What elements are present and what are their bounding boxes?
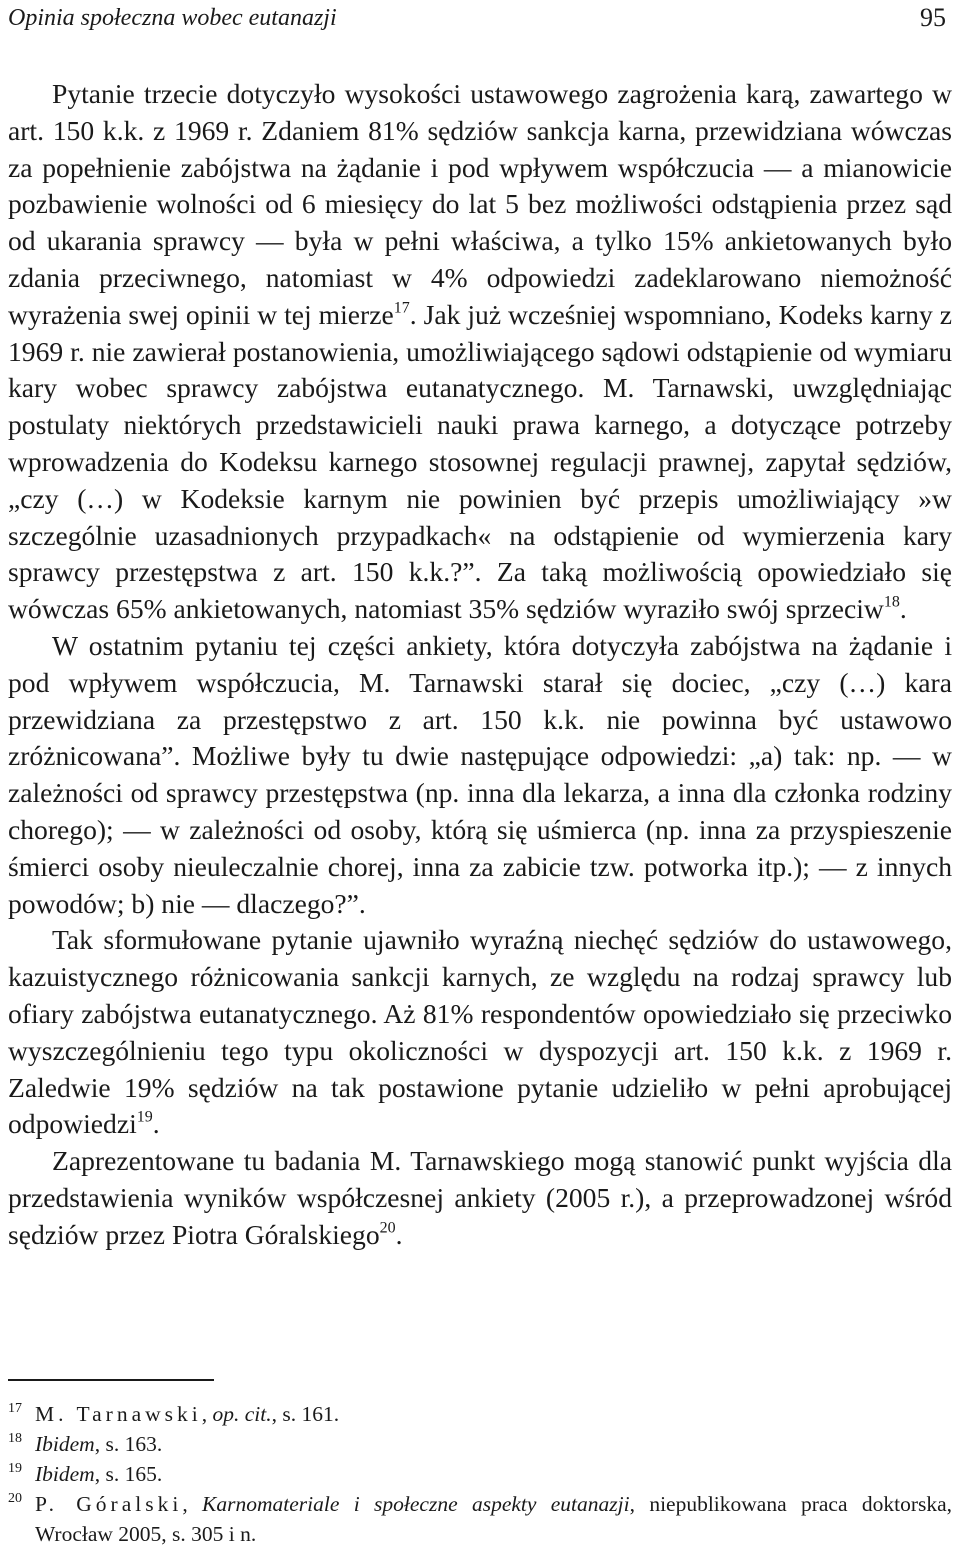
footnote-page: , niepublikowana praca doktorska, Wrocław 2005, s. 305 i n. [35,1492,953,1546]
footnote-source: Ibidem [35,1462,95,1486]
paragraph-4-end: . [395,1218,403,1250]
paragraph-2 [8,628,952,922]
footnote-20 [8,1489,952,1549]
footnotes [8,1399,952,1549]
footnote-18 [8,1429,952,1459]
main-text [8,76,952,1254]
paragraph-1-text: Pytanie trzecie dotyczyło wysokości ustawowego zagrożenia karą, zawartego w art. 150 k.k. z 1969 r. Zdaniem 81% sędziów sankcja karna, przewidziana wówczas za popełnienie zabójstwa na żądanie i pod wpływem współczucia — a mianowicie pozbawienie wolności od 6 miesięcy do lat 5 bez możliwości odstąpienia przez sąd od ukarania sprawcy — była w pełni właściwa, a tylko 15% ankietowanych było zdania przeciwnego, natomiast w 4% odpowiedzi zadeklarowano niemożność wyrażenia swej opinii w tej mierze [8,78,952,330]
footnote-author: M. Tarnawski [35,1402,202,1426]
paragraph-1 [8,76,952,628]
footnote-separator-text: , [201,1402,213,1426]
paragraph-1-end: . [899,593,907,625]
footnote-19 [8,1459,952,1489]
footnote-source: op. cit. [212,1402,272,1426]
footnote-ref-17: 17 [393,299,410,317]
paragraph-4-text: Zaprezentowane tu badania M. Tarnawskiego mogą stanowić punkt wyjścia dla przedstawienia wyników współczesnej ankiety (2005 r.), a przeprowadzonej wśród sędziów przez Piotra Góralskiego [8,1145,952,1250]
paragraph-4 [8,1143,952,1253]
footnote-page: , s. 165. [94,1462,163,1486]
footnote-source: Karnomateriale i społeczne aspekty eutanazji [202,1492,630,1516]
page-header [8,2,952,34]
paragraph-1-continuation: . Jak już wcześniej wspomniano, Kodeks karny z 1969 r. nie zawierał postanowienia, umożliwiającego sądowi odstąpienie od wymiaru kary wobec sprawcy zabójstwa eutanatycznego. M. Tarnawski, uwzględniając postulaty niektórych przedstawicieli nauki prawa karnego, a dotyczące potrzeby wprowadzenia do Kodeksu karnego stosownej regulacji prawnej, zapytał sędziów, „czy (…) w Kodeksie karnym nie powinien być przepis umożliwiający »w szczególnie uzasadnionych przypadkach« na odstąpienie od wymierzenia kary sprawcy przestępstwa z art. 150 k.k.?”. Za taką możliwością opowiedziało się wówczas 65% ankietowanych, natomiast 35% sędziów wyraziło swój sprzeciw [8,298,952,625]
footnote-separator [8,1379,214,1381]
footnote-ref-18: 18 [883,593,900,611]
running-title: Opinia społeczna wobec eutanazji [8,5,337,31]
footnote-page: , s. 161. [271,1402,340,1426]
footnote-ref-20: 20 [379,1219,396,1237]
footnote-17 [8,1399,952,1429]
footnote-number: 18 [8,1431,22,1446]
page-number: 95 [920,3,946,32]
paragraph-3-end: . [152,1108,160,1140]
footnote-number: 17 [8,1401,22,1416]
footnote-source: Ibidem [35,1432,95,1456]
paragraph-2-text: W ostatnim pytaniu tej części ankiety, która dotyczyła zabójstwa na żądanie i pod wpływem współczucia, M. Tarnawski starał się dociec, „czy (…) kara przewidziana za przestępstwo z art. 150 k.k. nie powinna być ustawowo zróżnicowana”. Możliwe były tu dwie następujące odpowiedzi: „a) tak: np. — w zależności od sprawcy przestępstwa (np. inna dla lekarza, a inna dla członka rodziny chorego); — w zależności od osoby, którą się uśmierca (np. inna za przyspieszenie śmierci osoby nieuleczalnie chorej, inna za zabicie tzw. potworka itp.); — z innych powodów; b) nie — dlaczego?”. [8,629,952,919]
footnote-page: , s. 163. [94,1432,163,1456]
footnote-ref-19: 19 [136,1108,153,1126]
footnote-separator-text: , [182,1492,203,1516]
paragraph-3 [8,922,952,1143]
footnote-author: P. Góralski [35,1492,183,1516]
footnote-number: 19 [8,1461,22,1476]
paragraph-3-text: Tak sformułowane pytanie ujawniło wyraźną niechęć sędziów do ustawowego, kazuistycznego różnicowania sankcji karnych, ze względu na rodzaj sprawcy lub ofiary zabójstwa eutanatycznego. Aż 81% respondentów opowiedziało się przeciwko wyszczególnieniu tego typu okoliczności w dyspozycji art. 150 k.k. z 1969 r. Zaledwie 19% sędziów na tak postawione pytanie udzieliło w pełni aprobującej odpowiedzi [8,924,952,1140]
footnote-number: 20 [8,1491,22,1506]
